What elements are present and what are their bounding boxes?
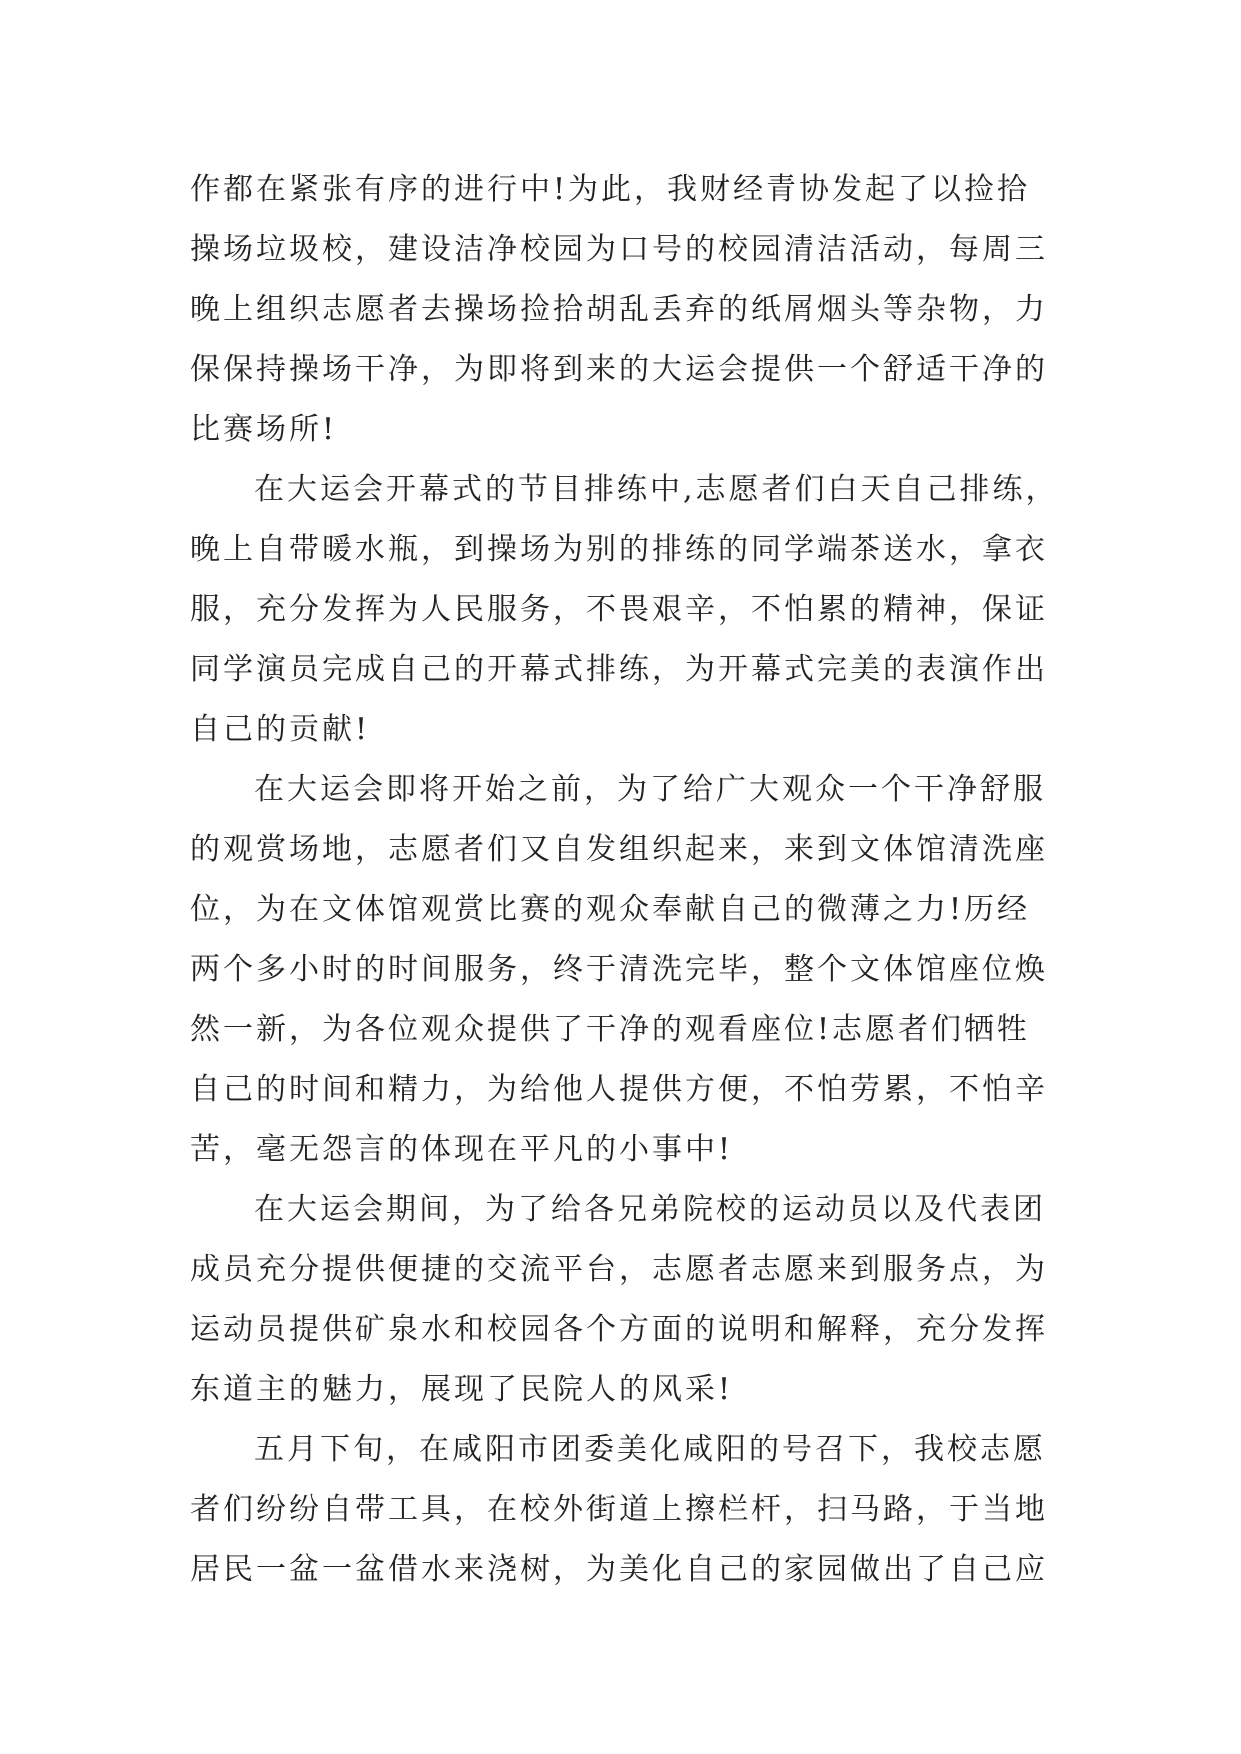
text-line: 操场垃圾校，建设洁净校园为口号的校园清洁活动，每周三 bbox=[190, 232, 1048, 267]
text-line: 然一新，为各位观众提供了干净的观看座位!志愿者们牺牲 bbox=[190, 1012, 1031, 1047]
text-line: 在大运会开幕式的节目排练中,志愿者们白天自己排练， bbox=[254, 472, 1059, 507]
text-line: 两个多小时的时间服务，终于清洗完毕，整个文体馆座位焕 bbox=[190, 952, 1048, 987]
paragraph-city-beautification bbox=[190, 1420, 1052, 1600]
text-line: 在大运会期间，为了给各兄弟院校的运动员以及代表团 bbox=[254, 1192, 1046, 1227]
text-line: 自己的贡献! bbox=[190, 712, 371, 747]
text-line: 居民一盆一盆借水来浇树，为美化自己的家园做出了自己应 bbox=[190, 1552, 1048, 1587]
text-line: 的观赏场地，志愿者们又自发组织起来，来到文体馆清洗座 bbox=[190, 832, 1048, 867]
text-line: 比赛场所! bbox=[190, 412, 338, 447]
paragraph-opening-rehearsal bbox=[190, 460, 1059, 760]
text-line: 苦，毫无怨言的体现在平凡的小事中! bbox=[190, 1132, 734, 1167]
text-line: 同学演员完成自己的开幕式排练，为开幕式完美的表演作出 bbox=[190, 652, 1048, 687]
paragraph-seat-cleaning bbox=[190, 760, 1052, 1180]
paragraph-cleanup-campaign bbox=[190, 160, 1052, 460]
text-line: 东道主的魅力，展现了民院人的风采! bbox=[190, 1372, 734, 1407]
text-line: 作都在紧张有序的进行中!为此，我财经青协发起了以捡拾 bbox=[190, 172, 1031, 207]
text-line: 服，充分发挥为人民服务，不畏艰辛，不怕累的精神，保证 bbox=[190, 592, 1048, 627]
paragraph-service-point bbox=[190, 1180, 1052, 1420]
text-line: 成员充分提供便捷的交流平台，志愿者志愿来到服务点，为 bbox=[190, 1252, 1048, 1287]
document-body bbox=[190, 160, 1059, 1600]
text-line: 运动员提供矿泉水和校园各个方面的说明和解释，充分发挥 bbox=[190, 1312, 1048, 1347]
text-line: 位，为在文体馆观赏比赛的观众奉献自己的微薄之力!历经 bbox=[190, 892, 1031, 927]
text-line: 晚上自带暖水瓶，到操场为别的排练的同学端茶送水，拿衣 bbox=[190, 532, 1048, 567]
text-line: 晚上组织志愿者去操场捡拾胡乱丢弃的纸屑烟头等杂物，力 bbox=[190, 292, 1048, 327]
text-line: 在大运会即将开始之前，为了给广大观众一个干净舒服 bbox=[254, 772, 1046, 807]
text-line: 五月下旬，在咸阳市团委美化咸阳的号召下，我校志愿 bbox=[254, 1432, 1046, 1467]
text-line: 者们纷纷自带工具，在校外街道上擦栏杆，扫马路，于当地 bbox=[190, 1492, 1048, 1527]
text-line: 保保持操场干净，为即将到来的大运会提供一个舒适干净的 bbox=[190, 352, 1048, 387]
text-line: 自己的时间和精力，为给他人提供方便，不怕劳累，不怕辛 bbox=[190, 1072, 1048, 1107]
